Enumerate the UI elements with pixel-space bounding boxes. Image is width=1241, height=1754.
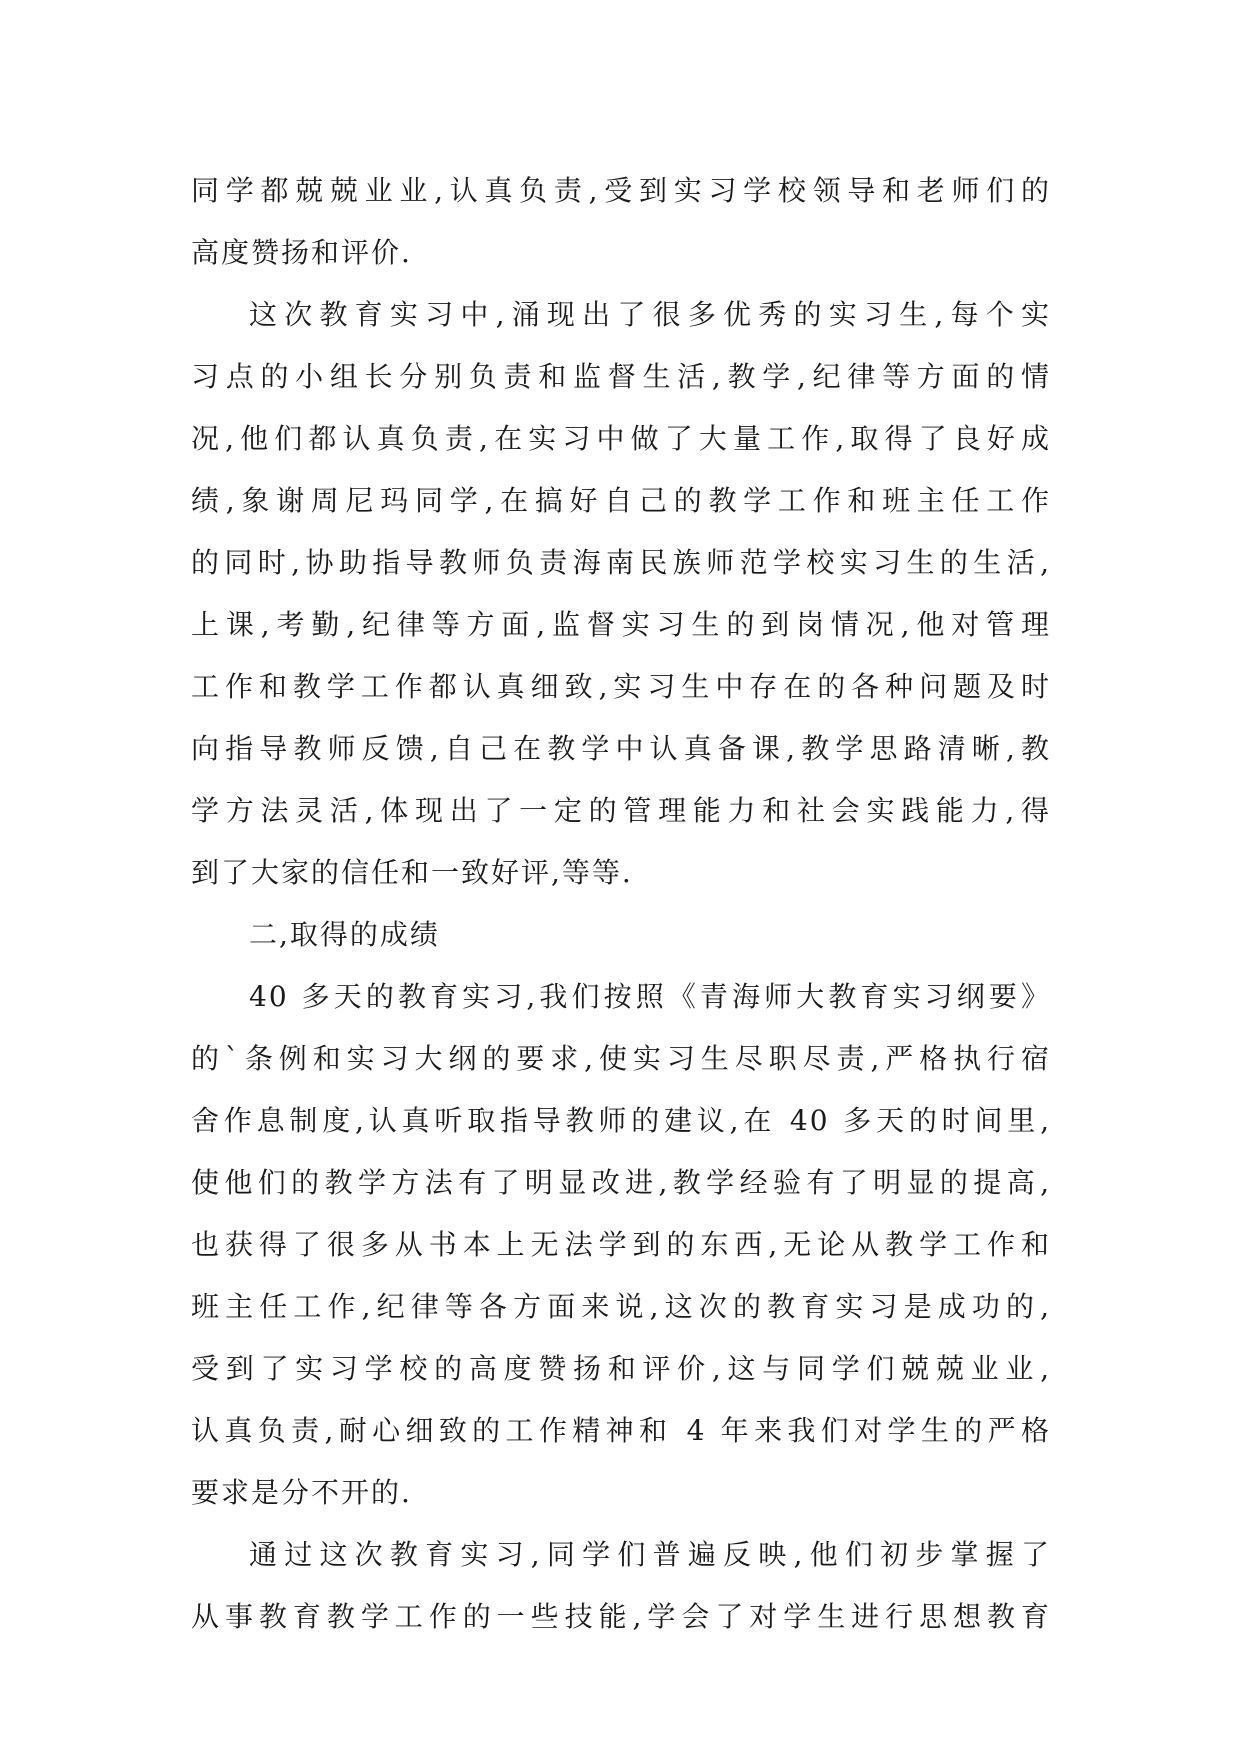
text-line: 同学都兢兢业业,认真负责,受到实习学校领导和老师们的: [191, 174, 1051, 207]
text-line: 的`条例和实习大纲的要求,使实习生尽职尽责,严格执行宿: [191, 1042, 1051, 1075]
text-line: 班主任工作,纪律等各方面来说,这次的教育实习是成功的,: [191, 1290, 1051, 1323]
text-line: 学方法灵活,体现出了一定的管理能力和社会实践能力,得: [191, 794, 1051, 827]
text-line: 习点的小组长分别负责和监督生活,教学,纪律等方面的情: [191, 360, 1051, 393]
text-line: 受到了实习学校的高度赞扬和评价,这与同学们兢兢业业,: [191, 1352, 1051, 1385]
text-line: 这次教育实习中,涌现出了很多优秀的实习生,每个实: [249, 298, 1051, 331]
text-line: 从事教育教学工作的一些技能,学会了对学生进行思想教育: [191, 1600, 1051, 1633]
text-line: 高度赞扬和评价.: [191, 236, 412, 269]
text-line: 工作和教学工作都认真细致,实习生中存在的各种问题及时: [191, 670, 1051, 703]
text-line: 使他们的教学方法有了明显改进,教学经验有了明显的提高,: [191, 1166, 1051, 1199]
text-line: 况,他们都认真负责,在实习中做了大量工作,取得了良好成: [191, 422, 1051, 455]
text-line: 上课,考勤,纪律等方面,监督实习生的到岗情况,他对管理: [191, 608, 1051, 641]
text-line: 通过这次教育实习,同学们普遍反映,他们初步掌握了: [249, 1538, 1051, 1571]
text-line: 到了大家的信任和一致好评,等等.: [191, 856, 633, 889]
text-line: 40 多天的教育实习,我们按照《青海师大教育实习纲要》: [249, 980, 1051, 1013]
section-heading: 二,取得的成绩: [249, 918, 440, 951]
text-line: 认真负责,耐心细致的工作精神和 4 年来我们对学生的严格: [191, 1414, 1051, 1447]
text-line: 绩,象谢周尼玛同学,在搞好自己的教学工作和班主任工作: [191, 484, 1051, 517]
text-line: 的同时,协助指导教师负责海南民族师范学校实习生的生活,: [191, 546, 1051, 579]
text-line: 舍作息制度,认真听取指导教师的建议,在 40 多天的时间里,: [191, 1104, 1051, 1137]
text-line: 向指导教师反馈,自己在教学中认真备课,教学思路清晰,教: [191, 732, 1051, 765]
text-line: 要求是分不开的.: [191, 1476, 412, 1509]
text-line: 也获得了很多从书本上无法学到的东西,无论从教学工作和: [191, 1228, 1051, 1261]
document-body: [191, 160, 1051, 1648]
